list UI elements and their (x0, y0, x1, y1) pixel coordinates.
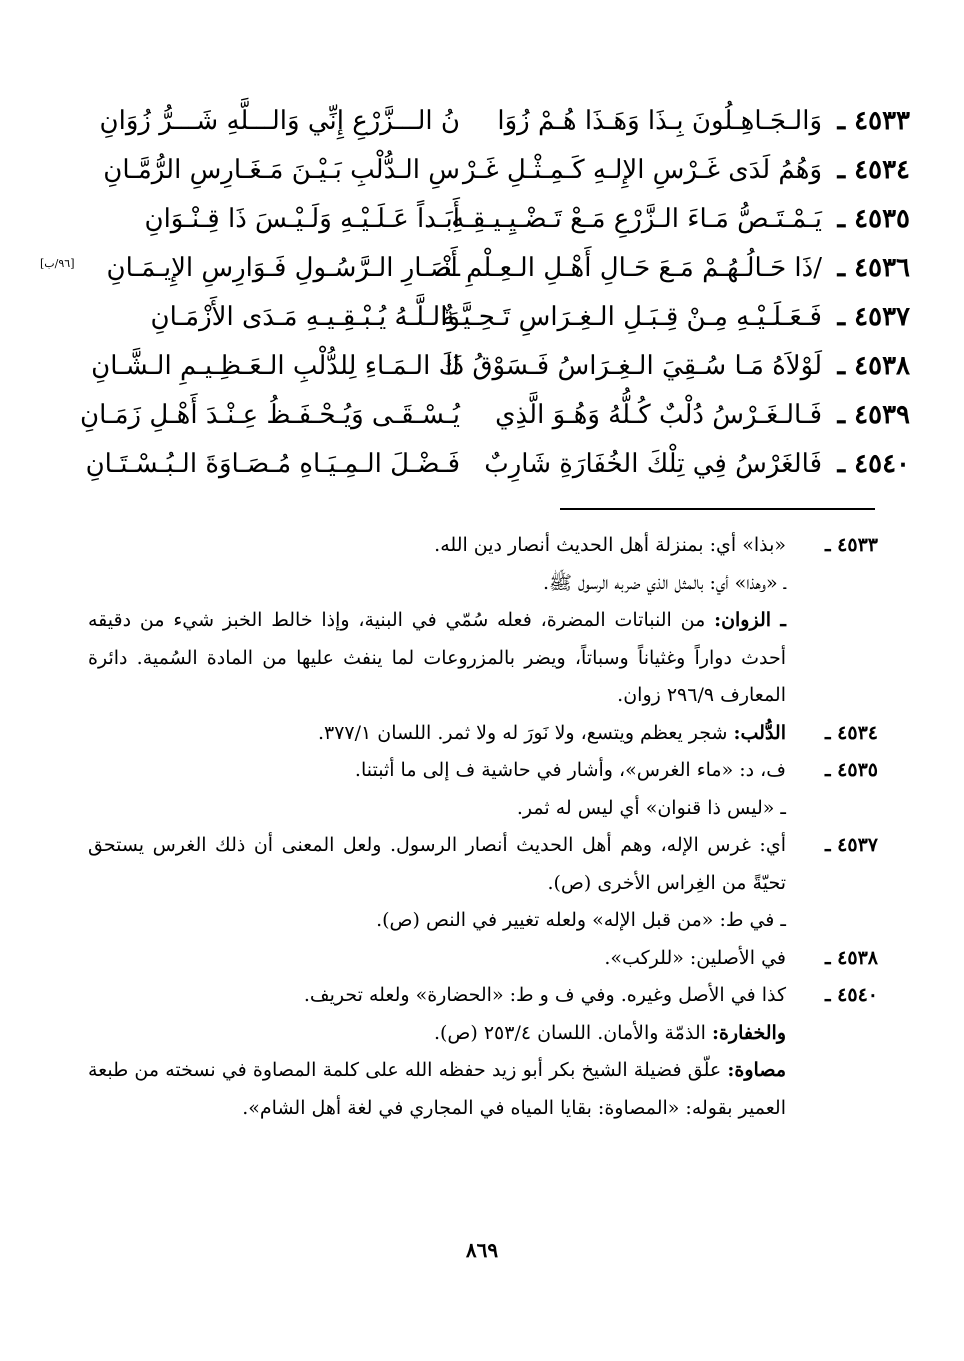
footnote-keyword: الدُّلب: (733, 721, 786, 744)
footnote-line (88, 790, 786, 828)
folio-marker: [٩٦/ب] (40, 257, 75, 270)
footnote-line (88, 1015, 786, 1053)
footnote-text: الذمّة والأمان. اللسان ٢٥٣/٤ (ص). (433, 1021, 712, 1044)
verse-line (40, 198, 910, 247)
verse-second-hemistich: وَالـلَّـهُ يُـبْـقِـيـهِ مَـدَى الأَزْمَـانِ (150, 302, 460, 332)
verse-number: ٤٥٣٧ ـ (837, 302, 910, 332)
verse-first-hemistich: فَـعَـلَـيْـهِ مِـنْ قِـبَـلِ الـغِـرَاسِ تَـحِـيَّـةٌ (441, 302, 822, 332)
footnote (88, 527, 878, 715)
footnote (88, 940, 878, 978)
footnote-text: من النباتات المضرة، فعله سُمّي في البنية، وإذا خالط الخبز شيء من دقيقه أحدث دواراً وغثياناً وسباتاً، ويضر بالمزروعات لما ينفث عليها من المادة السُمية. دائرة المعارف ٢٩٦/٩ زوان. (88, 609, 786, 706)
verse-first-hemistich: وَهُمُ لَدَى غَـرْسِ الإِلـهِ كَـمِـثْـلِ غَـرْ (463, 155, 822, 185)
verse-number: ٤٥٣٩ ـ (837, 400, 910, 430)
verse-number: ٤٥٣٣ ـ (837, 106, 910, 136)
footnote-text: ـ «ليس ذا قنوان» أي ليس له ثمر. (516, 796, 786, 819)
verse-number: ٤٥٣٤ ـ (837, 155, 910, 185)
footnote-text: «بذا» أي: بمنزلة أهل الحديث أنصار دين الله. (434, 534, 786, 556)
footnote-text: علّق فضيلة الشيخ بكر أبو زيد حفظه الله على كلمة المصاوة في نسخته من طبعة العمير بقوله: «المصاوة: بقايا المياه في المجاري في لغة أهل الشام». (88, 1059, 786, 1119)
verse-number: ٤٥٣٥ ـ (837, 204, 910, 234)
verse-first-hemistich: يَـمْـتَـصُّ مَـاءَ الـزَّرْعِ مَـعْ تَـضْـيِـيـقِـهِ (451, 204, 822, 234)
footnote-keyword: مصاوة: (727, 1059, 786, 1081)
verse-first-hemistich: وَالـجَـاهِـلُونَ بِـذَا وَهَـذَا هُـمْ زُوَا (497, 106, 822, 136)
footnote-text: ف، د: «ماء الغرس»، وأشار في حاشية ف إلى ما أثبتنا. (354, 759, 786, 781)
footnote-line (88, 565, 786, 603)
verse-line (40, 345, 910, 394)
footnote-text: ـ «وهذا» أي: بالمثل الذي ضربه الرسول ﷺ. (542, 571, 786, 594)
verse-second-hemistich: يُـسْـقَـى وَيُـحْـفَـظُ عِـنْـدَ أَهْـلِ زَمَـانِ (79, 400, 460, 430)
footnote-number: ٤٥٣٨ ـ (824, 946, 878, 969)
footnote-text: ـ في ط: «من قبل الإله» ولعله تغيير في النص (ص). (376, 909, 786, 931)
footnote-line (88, 527, 786, 565)
verse-number: ٤٥٣٨ ـ (837, 351, 910, 381)
footnote-text: أي: غرس الإله، وهم أهل الحديث أنصار الرسول. ولعل المعنى أن ذلك الغرس يستحق تحيّةً من الغِراس الأخرى (ص). (88, 834, 786, 894)
verse-line (40, 394, 910, 443)
footnote-number: ٤٥٣٣ ـ (824, 534, 878, 556)
footnote-number: ٤٥٤٠ ـ (824, 984, 878, 1006)
footnote-text: في الأصلين: «للركب». (604, 946, 786, 969)
footnote-line (88, 1052, 786, 1127)
footnote-keyword: ـ الزوان: (714, 609, 786, 631)
verse-block (40, 100, 910, 492)
footnote-line (88, 752, 786, 790)
footnote-keyword: والخفارة: (711, 1021, 786, 1044)
verse-line (40, 100, 910, 149)
footnote-text: شجر يعظم ويتسع، ولا نَورَ له ولا ثمر. اللسان ٣٧٧/١. (317, 721, 734, 744)
footnote-line (88, 902, 786, 940)
footnote (88, 752, 878, 827)
verse-second-hemistich: أَبَـداً عَـلَـيْـهِ وَلَـيْـسَ ذَا قِـنْـوَانِ (144, 204, 460, 234)
verse-second-hemistich: كَ الـمَـاءِ لِلدُّلْبِ الـعَـظِـيـمِ الـشَّـانِ (91, 351, 460, 381)
footnote (88, 715, 878, 753)
verse-line (40, 443, 910, 492)
verse-first-hemistich: فَالغَرْسُ فِي تِلْكَ الخُفَارَةِ شَارِبٌ (484, 449, 822, 479)
footnote-line (88, 940, 786, 978)
verse-first-hemistich: لَوْلاَهُ مَـا سُـقِيَ الـغِـرَاسُ فَـسَوْقُ ذَا (445, 351, 822, 381)
footnote-number: ٤٥٣٥ ـ (824, 759, 878, 781)
verse-number: ٤٥٣٦ ـ (837, 253, 910, 283)
verse-second-hemistich: سِ الـدُّلْبِ بَـيْـنَ مَـغَـارِسِ الرُّمَّـانِ (103, 155, 460, 185)
verse-line (40, 296, 910, 345)
footnote-line (88, 827, 786, 902)
verse-number: ٤٥٤٠ ـ (837, 449, 910, 479)
verse-second-hemistich: نُ الـــزَّرْعِ إِنِّي وَالـــلَّهِ شَـــرُّ زُوَانِ (99, 106, 460, 136)
verse-first-hemistich: فَـالـغَـرْسُ دُلْبٌ كُـلُّهُ وَهُـوَ الَّذِي (495, 400, 822, 430)
page-number: ٨٦٩ (465, 1238, 499, 1262)
footnote (88, 827, 878, 940)
verse-second-hemistich: ـصَـارِ الـرَّسُـولِ فَـوَارِسِ الإِيـمَـانِ (106, 253, 460, 283)
footnote-line (88, 715, 786, 753)
verse-line (40, 149, 910, 198)
footnote (88, 977, 878, 1127)
verse-first-hemistich: /ذَا حَـالُـهُـمْ مَـعَ حَـالِ أَهْـلِ الـعِـلْمِ أَنْـ (435, 253, 822, 283)
verse-second-hemistich: فَـضْـلَ الـمِـيَـاهِ مُـصَـاوَةَ الـبُـسْـتَـانِ (85, 449, 460, 479)
footnote-number: ٤٥٣٧ ـ (824, 834, 878, 856)
footnote-line (88, 602, 786, 715)
verse-line (40, 247, 910, 296)
footnote-number: ٤٥٣٤ ـ (824, 721, 878, 744)
footnote-divider (560, 508, 875, 510)
footnote-line (88, 977, 786, 1015)
footnote-text: كذا في الأصل وغيره. وفي ف و ط: «الحضارة» ولعله تحريف. (303, 984, 786, 1006)
footnotes (88, 527, 878, 1127)
